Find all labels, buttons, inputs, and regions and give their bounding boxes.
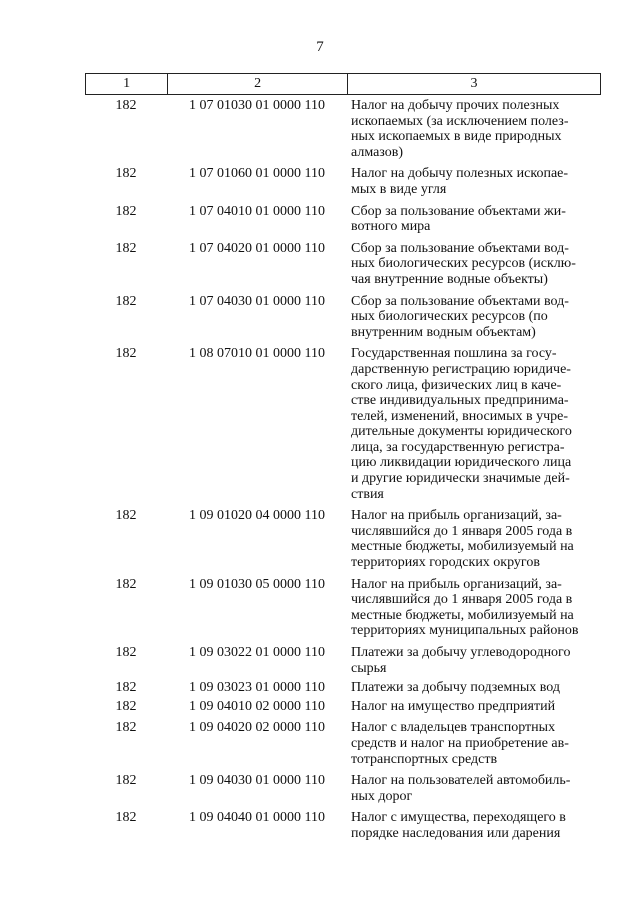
- description-line: территориях муниципальных районов: [351, 623, 579, 639]
- admin-code-cell: 182: [115, 346, 137, 362]
- admin-code-cell: 182: [115, 166, 137, 182]
- budget-classification-code-cell: 1 09 04010 02 0000 110: [189, 698, 325, 714]
- description-line: Налог на прибыль организаций, за-: [351, 576, 562, 592]
- table-row: [85, 204, 601, 235]
- budget-classification-code-cell: 1 07 04030 01 0000 110: [189, 293, 325, 309]
- description-line: Налог на пользователей автомобиль-: [351, 773, 571, 789]
- table-row: [85, 346, 601, 502]
- revenue-description-cell: [347, 680, 601, 696]
- description-line: местные бюджеты, мобилизуемый на: [351, 607, 574, 623]
- budget-classification-code-cell: 1 09 01020 04 0000 110: [189, 508, 325, 524]
- description-line: тотранспортных средств: [351, 751, 498, 767]
- description-line: ных дорог: [351, 788, 413, 804]
- description-line: Платежи за добычу подземных вод: [351, 680, 561, 696]
- description-line: и другие юридически значимые дей-: [351, 471, 570, 487]
- table-body: [85, 98, 601, 842]
- revenue-description-cell: [347, 720, 601, 767]
- budget-classification-code-cell: 1 07 04010 01 0000 110: [189, 203, 325, 219]
- description-line: Налог на добычу полезных ископае-: [351, 166, 569, 182]
- revenue-description-cell: [347, 645, 601, 676]
- description-line: Государственная пошлина за госу-: [351, 346, 557, 362]
- table-header-row: [85, 73, 601, 95]
- revenue-description-cell: [347, 346, 601, 502]
- description-line: ского лица, физических лиц в каче-: [351, 377, 562, 393]
- description-line: дарственную регистрацию юридиче-: [351, 361, 571, 377]
- description-line: ископаемых (за исключением полез-: [351, 113, 569, 129]
- table-row: [85, 98, 601, 160]
- description-line: Налог с владельцев транспортных: [351, 720, 556, 736]
- description-line: средств и налог на приобретение ав-: [351, 735, 569, 751]
- column-header-1: 1: [123, 76, 131, 91]
- budget-classification-code-cell: 1 09 03022 01 0000 110: [189, 645, 325, 660]
- admin-code-cell: 182: [115, 645, 137, 660]
- table-row: [85, 508, 601, 570]
- table-row: [85, 166, 601, 197]
- description-line: Налог на добычу прочих полезных: [351, 98, 560, 113]
- description-line: телей, изменений, вносимых в учре-: [351, 408, 569, 424]
- admin-code-cell: 182: [115, 810, 137, 826]
- revenue-description-cell: [347, 98, 601, 160]
- table-row: [85, 810, 601, 841]
- revenue-description-cell: [347, 577, 601, 639]
- description-line: цию ликвидации юридического лица: [351, 455, 572, 471]
- description-line: Налог с имущества, переходящего в: [351, 810, 566, 826]
- revenue-description-cell: [347, 204, 601, 235]
- revenue-description-cell: [347, 241, 601, 288]
- table-row: [85, 645, 601, 676]
- description-line: стве индивидуальных предпринима-: [351, 393, 569, 409]
- revenue-description-cell: [347, 508, 601, 570]
- description-line: дительные документы юридического: [351, 424, 572, 440]
- admin-code-cell: 182: [115, 680, 137, 696]
- description-line: Платежи за добычу углеводородного: [351, 645, 571, 660]
- budget-classification-code-cell: 1 07 01030 01 0000 110: [189, 98, 325, 113]
- description-line: территориях городских округов: [351, 555, 540, 571]
- description-line: числявшийся до 1 января 2005 года в: [351, 523, 573, 539]
- admin-code-cell: 182: [115, 293, 137, 309]
- table-row: [85, 699, 601, 715]
- budget-classification-code-cell: 1 09 03023 01 0000 110: [189, 680, 325, 696]
- admin-code-cell: 182: [115, 720, 137, 736]
- admin-code-cell: 182: [115, 698, 137, 714]
- description-line: Сбор за пользование объектами вод-: [351, 293, 569, 309]
- description-line: алмазов): [351, 144, 404, 160]
- revenue-description-cell: [347, 810, 601, 841]
- description-line: Налог на прибыль организаций, за-: [351, 508, 562, 524]
- description-line: сырья: [351, 660, 387, 676]
- table-row: [85, 720, 601, 767]
- description-line: Сбор за пользование объектами вод-: [351, 240, 569, 256]
- admin-code-cell: 182: [115, 508, 137, 524]
- description-line: ных ископаемых в виде природных: [351, 129, 562, 145]
- admin-code-cell: 182: [115, 203, 137, 219]
- revenue-description-cell: [347, 699, 601, 715]
- description-line: Налог на имущество предприятий: [351, 698, 556, 714]
- description-line: ных биологических ресурсов (по: [351, 309, 548, 325]
- admin-code-cell: 182: [115, 576, 137, 592]
- revenue-description-cell: [347, 773, 601, 804]
- admin-code-cell: 182: [115, 240, 137, 256]
- page-number: 7: [316, 39, 324, 55]
- revenue-codes-table: [85, 73, 601, 842]
- budget-classification-code-cell: 1 07 04020 01 0000 110: [189, 240, 325, 256]
- description-line: ствия: [351, 486, 384, 502]
- table-row: [85, 241, 601, 288]
- budget-classification-code-cell: 1 09 04040 01 0000 110: [189, 810, 325, 826]
- admin-code-cell: 182: [115, 773, 137, 789]
- column-header-3: 3: [347, 74, 600, 94]
- description-line: вотного мира: [351, 219, 431, 235]
- budget-classification-code-cell: 1 09 01030 05 0000 110: [189, 576, 325, 592]
- description-line: чая внутренние водные объекты): [351, 271, 548, 287]
- description-line: числявшийся до 1 января 2005 года в: [351, 592, 573, 608]
- budget-classification-code-cell: 1 07 01060 01 0000 110: [189, 166, 325, 182]
- description-line: местные бюджеты, мобилизуемый на: [351, 539, 574, 555]
- revenue-description-cell: [347, 166, 601, 197]
- description-line: лица, за государственную регистра-: [351, 439, 565, 455]
- description-line: внутренним водным объектам): [351, 324, 536, 340]
- description-line: ных биологических ресурсов (исклю-: [351, 256, 576, 272]
- revenue-description-cell: [347, 294, 601, 341]
- description-line: мых в виде угля: [351, 181, 447, 197]
- column-header-2: 2: [167, 74, 347, 94]
- table-row: [85, 577, 601, 639]
- budget-classification-code-cell: 1 08 07010 01 0000 110: [189, 346, 325, 362]
- budget-classification-code-cell: 1 09 04030 01 0000 110: [189, 773, 325, 789]
- description-line: порядке наследования или дарения: [351, 825, 561, 841]
- table-row: [85, 294, 601, 341]
- table-row: [85, 680, 601, 696]
- admin-code-cell: 182: [115, 98, 137, 113]
- budget-classification-code-cell: 1 09 04020 02 0000 110: [189, 720, 325, 736]
- table-row: [85, 773, 601, 804]
- description-line: Сбор за пользование объектами жи-: [351, 203, 566, 219]
